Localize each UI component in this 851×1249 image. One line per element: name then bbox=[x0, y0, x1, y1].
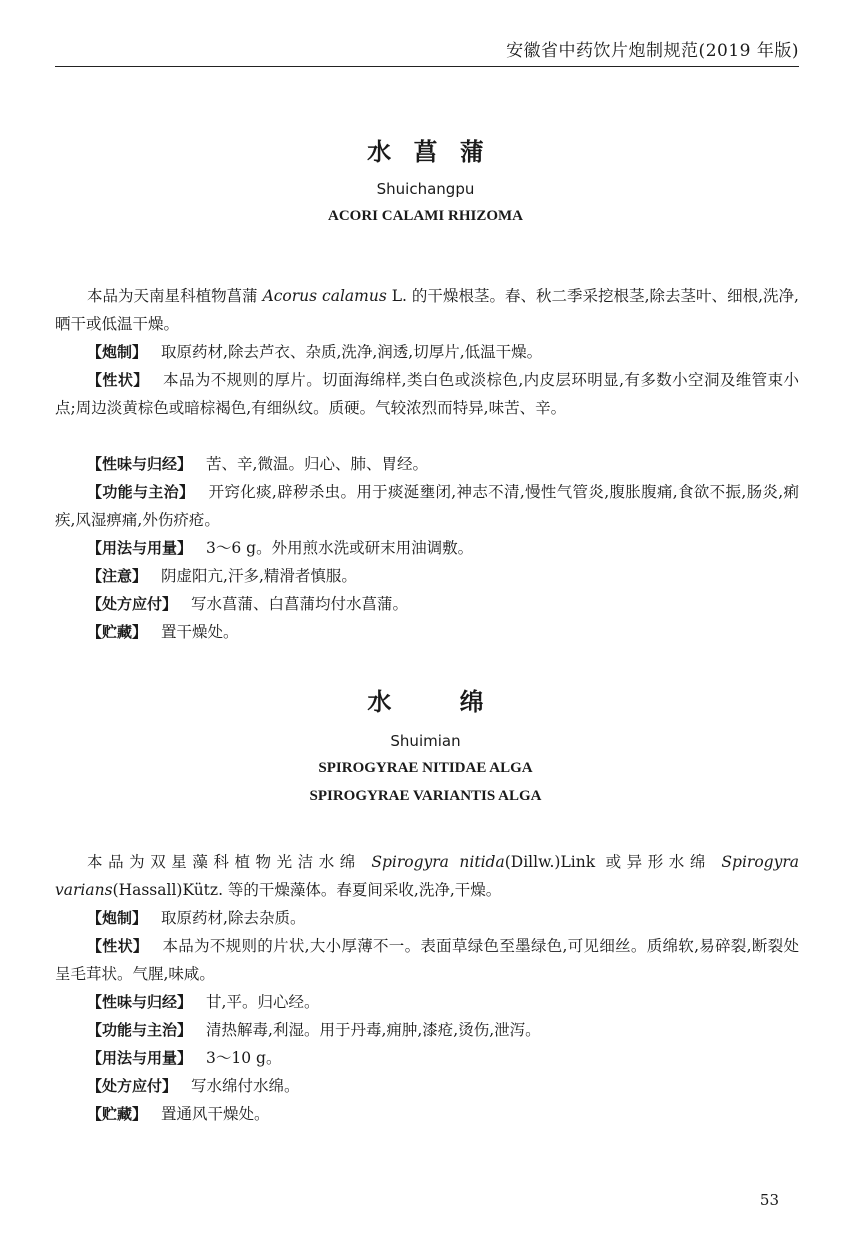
field-label: 【功能与主治】 bbox=[87, 1021, 193, 1039]
field-prescription bbox=[87, 1072, 799, 1100]
field-text: 苦、辛,微温。归心、肺、胃经。 bbox=[206, 455, 428, 473]
field-label: 【功能与主治】 bbox=[87, 483, 195, 501]
description-text: 本品为双星藻科植物光洁水绵 bbox=[87, 853, 372, 871]
entry-title: 水 菖 蒲 bbox=[367, 138, 484, 166]
field-label: 【处方应付】 bbox=[87, 595, 178, 613]
field-text: 取原药材,除去杂质。 bbox=[161, 909, 306, 927]
field-text: 甘,平。归心经。 bbox=[206, 993, 320, 1011]
description-text: (Hassall)Kütz. 等的干燥藻体。春夏间采收,洗净,干燥。 bbox=[112, 881, 502, 899]
entry-description bbox=[55, 282, 799, 338]
field-dosage bbox=[87, 534, 799, 562]
field-precautions bbox=[87, 562, 799, 590]
field-label: 【性味与归经】 bbox=[87, 993, 193, 1011]
field-text: 3～6 g。外用煎水洗或研末用油调敷。 bbox=[206, 539, 474, 557]
species-name: Spirogyra nitida bbox=[371, 853, 505, 871]
running-header-title: 安徽省中药饮片炮制规范(2019 年版) bbox=[506, 41, 799, 61]
field-text: 开窍化痰,辟秽杀虫。用于痰涎壅闭,神志不清,慢性气管炎,腹胀腹痛,食欲不振,肠炎,痢疾,风湿痹痛,外伤疥疮。 bbox=[55, 483, 799, 529]
entry-description bbox=[55, 848, 799, 904]
field-label: 【贮藏】 bbox=[87, 1105, 148, 1123]
entry-latin-name: SPIROGYRAE NITIDAE ALGA bbox=[318, 760, 533, 776]
field-nature-meridian bbox=[87, 450, 799, 478]
field-label: 【性状】 bbox=[87, 937, 149, 955]
field-processing bbox=[87, 338, 799, 366]
field-label: 【用法与用量】 bbox=[87, 1049, 193, 1067]
field-nature-meridian bbox=[87, 988, 799, 1016]
entry-pinyin: Shuimian bbox=[390, 732, 461, 750]
field-characteristics bbox=[55, 932, 799, 988]
field-text: 阴虚阳亢,汗多,精滑者慎服。 bbox=[161, 567, 357, 585]
field-functions bbox=[55, 478, 799, 534]
description-text: (Dillw.)Link 或异形水绵 bbox=[504, 853, 722, 871]
field-prescription bbox=[87, 590, 799, 618]
field-label: 【性味与归经】 bbox=[87, 455, 193, 473]
species-name: Spirogyra varians bbox=[55, 853, 799, 899]
field-characteristics bbox=[55, 366, 799, 422]
species-name: Acorus calamus bbox=[262, 287, 387, 305]
field-functions bbox=[87, 1016, 799, 1044]
header-rule bbox=[55, 66, 799, 67]
field-label: 【性状】 bbox=[87, 371, 149, 389]
field-label: 【贮藏】 bbox=[87, 623, 148, 641]
entry-latin-name: SPIROGYRAE VARIANTIS ALGA bbox=[309, 788, 542, 804]
field-label: 【注意】 bbox=[87, 567, 148, 585]
entry-title: 水 绵 bbox=[367, 688, 484, 716]
field-processing bbox=[87, 904, 799, 932]
field-text: 本品为不规则的片状,大小厚薄不一。表面草绿色至墨绿色,可见细丝。质绵软,易碎裂,断裂处呈毛茸状。气腥,味咸。 bbox=[55, 937, 799, 983]
field-label: 【炮制】 bbox=[87, 343, 148, 361]
field-text: 3～10 g。 bbox=[206, 1049, 282, 1067]
entry-latin-name: ACORI CALAMI RHIZOMA bbox=[328, 208, 523, 224]
field-text: 置通风干燥处。 bbox=[161, 1105, 270, 1123]
field-label: 【用法与用量】 bbox=[87, 539, 193, 557]
entry-pinyin: Shuichangpu bbox=[376, 180, 475, 198]
field-text: 写水菖蒲、白菖蒲均付水菖蒲。 bbox=[191, 595, 409, 613]
page-number: 53 bbox=[759, 1191, 779, 1209]
field-storage bbox=[87, 1100, 799, 1128]
field-dosage bbox=[87, 1044, 799, 1072]
field-text: 本品为不规则的厚片。切面海绵样,类白色或淡棕色,内皮层环明显,有多数小空洞及维管束小点;周边淡黄棕色或暗棕褐色,有细纵纹。质硬。气较浓烈而特异,味苦、辛。 bbox=[55, 371, 799, 417]
field-label: 【炮制】 bbox=[87, 909, 148, 927]
field-text: 置干燥处。 bbox=[161, 623, 239, 641]
field-label: 【处方应付】 bbox=[87, 1077, 178, 1095]
field-storage bbox=[87, 618, 799, 646]
description-text: 本品为天南星科植物菖蒲 bbox=[87, 287, 263, 305]
description-text: L. 的干燥根茎。春、秋二季采挖根茎,除去茎叶、细根,洗净,晒干或低温干燥。 bbox=[55, 287, 799, 333]
field-text: 写水绵付水绵。 bbox=[191, 1077, 300, 1095]
field-text: 清热解毒,利湿。用于丹毒,痈肿,漆疮,烫伤,泄泻。 bbox=[206, 1021, 541, 1039]
field-text: 取原药材,除去芦衣、杂质,洗净,润透,切厚片,低温干燥。 bbox=[161, 343, 543, 361]
